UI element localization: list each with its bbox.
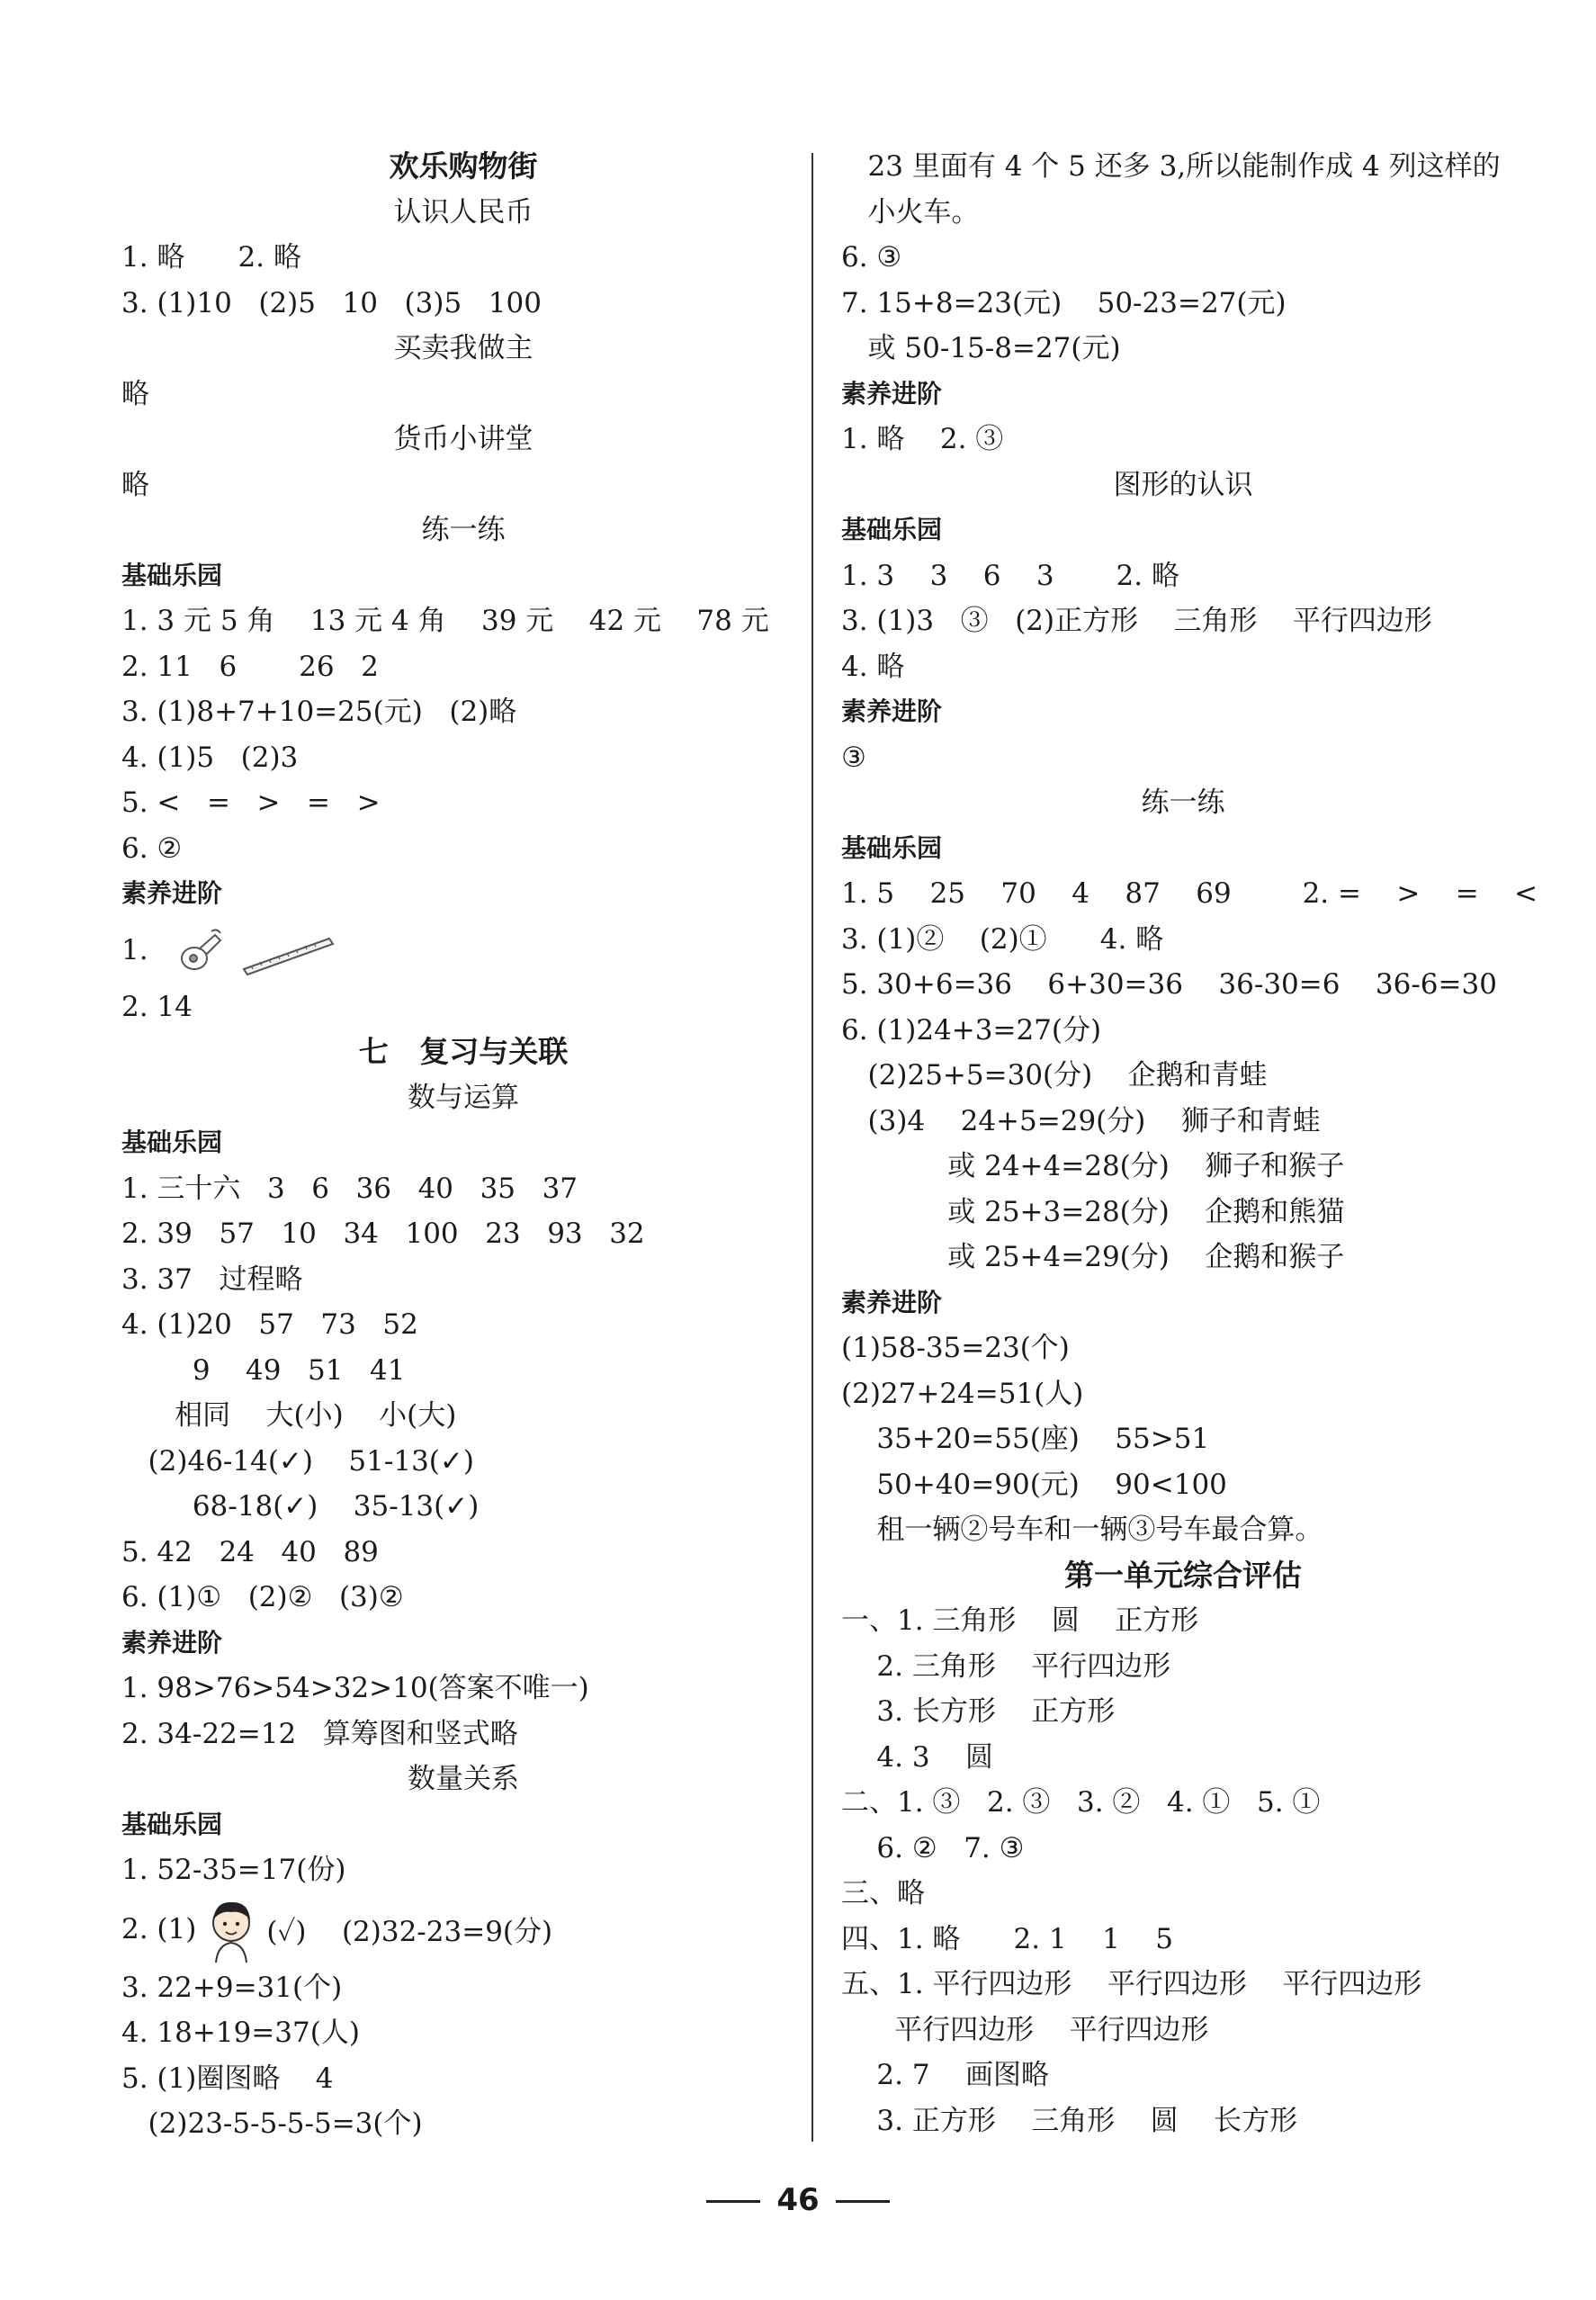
answer-line: 2. 11 6 26 2 xyxy=(121,650,379,683)
answer-line: 50+40=90(元) 90<100 xyxy=(841,1468,1227,1501)
answer-line: 四、1. 略 2. 1 1 5 xyxy=(841,1922,1173,1955)
level-label: 基础乐园 xyxy=(121,560,223,590)
answer-line: 23 里面有 4 个 5 还多 3,所以能制作成 4 列这样的 xyxy=(841,150,1501,183)
level-label: 素养进阶 xyxy=(121,1627,223,1658)
level-label: 基础乐园 xyxy=(841,832,943,863)
answer-line: 平行四边形 平行四边形 xyxy=(841,2013,1209,2046)
level-label: 素养进阶 xyxy=(121,878,223,908)
answer-line: 2. 三角形 平行四边形 xyxy=(841,1649,1171,1683)
subsection-title: 数量关系 xyxy=(408,1763,519,1795)
answer-line: 1. 52-35=17(份) xyxy=(121,1854,346,1886)
answer-line: 4. 3 圆 xyxy=(841,1740,993,1774)
answer-line: 5. (1)圈图略 4 xyxy=(121,2062,334,2095)
section-title: 欢乐购物街 xyxy=(389,148,538,184)
answer-number: 2. (1) xyxy=(121,1912,197,1945)
answer-line: 略 xyxy=(121,468,149,501)
answer-line-with-image xyxy=(121,1893,805,1965)
answer-line: 相同 大(小) 小(大) xyxy=(121,1399,457,1432)
answer-line: 3. (1)10 (2)5 10 (3)5 100 xyxy=(121,286,542,319)
answer-line: 2. 39 57 10 34 100 23 93 32 xyxy=(121,1217,645,1250)
answer-line: 略 xyxy=(121,377,149,410)
answer-line: (2)23-5-5-5-5=3(个) xyxy=(121,2107,423,2140)
answer-line: 1. 5 25 70 4 87 69 2. = > = < xyxy=(841,877,1538,910)
answer-line: 或 24+4=28(分) 狮子和猴子 xyxy=(841,1150,1345,1182)
answer-line: 3. 22+9=31(个) xyxy=(121,1971,343,2004)
answer-line-with-image xyxy=(121,917,805,984)
subsection-title: 货币小讲堂 xyxy=(393,423,533,455)
answer-line: 或 50-15-8=27(元) xyxy=(841,332,1121,364)
column-divider xyxy=(811,153,813,2142)
left-column xyxy=(121,144,805,2147)
page-footer xyxy=(0,2182,1596,2218)
answer-line: 1. 98>76>54>32>10(答案不唯一) xyxy=(121,1672,589,1704)
answer-line: 4. 略 xyxy=(841,650,905,683)
answer-line: 1. 3 元 5 角 13 元 4 角 39 元 42 元 78 元 xyxy=(121,605,769,637)
answer-line: 3. (1)② (2)① 4. 略 xyxy=(841,922,1164,956)
answer-line: 五、1. 平行四边形 平行四边形 平行四边形 xyxy=(841,1968,1422,2000)
boy-illustration xyxy=(200,1894,263,1964)
ruler-icon xyxy=(244,939,333,975)
chapter-title: 七 复习与关联 xyxy=(358,1034,569,1069)
answer-line: (1)58-35=23(个) xyxy=(841,1332,1070,1364)
level-label: 素养进阶 xyxy=(841,378,943,409)
answer-line: (2)27+24=51(人) xyxy=(841,1377,1084,1410)
whistle-icon xyxy=(182,930,220,969)
answer-line: 4. (1)20 57 73 52 xyxy=(121,1308,418,1341)
answer-line: 1. 3 3 6 3 2. 略 xyxy=(841,559,1179,592)
section-title: 第一单元综合评估 xyxy=(1064,1557,1302,1593)
answer-number: 1. xyxy=(121,934,148,966)
answer-line: 三、略 xyxy=(841,1877,925,1909)
answer-line: 35+20=55(座) 55>51 xyxy=(841,1423,1210,1455)
answer-line: 一、1. 三角形 圆 正方形 xyxy=(841,1604,1199,1637)
page-number: 46 xyxy=(776,2182,820,2218)
answer-line: 6. ③ xyxy=(841,241,902,274)
subsection-title: 认识人民币 xyxy=(393,195,533,229)
answer-line: (2)25+5=30(分) 企鹅和青蛙 xyxy=(841,1059,1268,1092)
answer-line: 3. 长方形 正方形 xyxy=(841,1695,1116,1728)
answer-line: 4. 18+19=37(人) xyxy=(121,2017,360,2049)
answer-line: 1. 略 2. 略 xyxy=(121,241,301,274)
answer-line: 7. 15+8=23(元) 50-23=27(元) xyxy=(841,286,1287,319)
answer-line: 2. 34-22=12 算筹图和竖式略 xyxy=(121,1717,518,1750)
footer-dash-left xyxy=(706,2200,760,2203)
answer-line: 3. (1)8+7+10=25(元) (2)略 xyxy=(121,696,517,728)
answer-line: 3. (1)3 ③ (2)正方形 三角形 平行四边形 xyxy=(841,605,1432,637)
answer-line: ③ xyxy=(841,741,866,774)
answer-line: 5. < = > = > xyxy=(121,786,381,819)
answer-line: 6. (1)① (2)② (3)② xyxy=(121,1581,404,1613)
subsection-title: 买卖我做主 xyxy=(393,332,533,364)
answer-line: 68-18(✓) 35-13(✓) xyxy=(121,1490,480,1523)
answer-line: 2. 14 xyxy=(121,990,193,1023)
answer-line: 4. (1)5 (2)3 xyxy=(121,741,299,774)
answer-line: 1. 三十六 3 6 36 40 35 37 xyxy=(121,1172,578,1205)
level-label: 素养进阶 xyxy=(841,1287,943,1317)
answer-line: 6. ② 7. ③ xyxy=(841,1831,1025,1864)
subsection-title: 练一练 xyxy=(421,514,506,546)
answer-line: 6. ② xyxy=(121,831,183,865)
answer-line: 5. 30+6=36 6+30=36 36-30=6 36-6=30 xyxy=(841,968,1497,1001)
footer-dash-right xyxy=(836,2200,890,2203)
answer-line: 小火车。 xyxy=(841,195,980,229)
level-label: 基础乐园 xyxy=(841,515,943,544)
answer-line: 或 25+4=29(分) 企鹅和猴子 xyxy=(841,1241,1345,1273)
right-column xyxy=(841,144,1538,2143)
answer-line: (3)4 24+5=29(分) 狮子和青蛙 xyxy=(841,1104,1321,1137)
answer-line: 3. 37 过程略 xyxy=(121,1262,303,1296)
subsection-title: 图形的认识 xyxy=(1113,468,1253,501)
answer-line: 5. 42 24 40 89 xyxy=(121,1535,379,1568)
answer-line: 6. (1)24+3=27(分) xyxy=(841,1013,1102,1047)
whistle-and-ruler-illustration xyxy=(172,919,343,982)
level-label: 基础乐园 xyxy=(121,1128,223,1157)
answer-line: 9 49 51 41 xyxy=(121,1353,406,1387)
level-label: 素养进阶 xyxy=(841,696,943,726)
answer-line: 1. 略 2. ③ xyxy=(841,423,1004,455)
level-label: 基础乐园 xyxy=(121,1809,223,1839)
subsection-title: 练一练 xyxy=(1141,786,1225,819)
answer-line: 2. 7 画图略 xyxy=(841,2059,1049,2091)
subsection-title: 数与运算 xyxy=(408,1081,519,1114)
answer-line: 二、1. ③ 2. ③ 3. ② 4. ① 5. ① xyxy=(841,1786,1321,1819)
answer-text: (✓) (2)32-23=9(分) xyxy=(266,1916,553,1948)
answer-line: 租一辆②号车和一辆③号车最合算。 xyxy=(841,1514,1323,1546)
answer-line: 或 25+3=28(分) 企鹅和熊猫 xyxy=(841,1195,1345,1228)
answer-line: (2)46-14(✓) 51-13(✓) xyxy=(121,1444,474,1478)
answer-line: 3. 正方形 三角形 圆 长方形 xyxy=(841,2104,1298,2137)
